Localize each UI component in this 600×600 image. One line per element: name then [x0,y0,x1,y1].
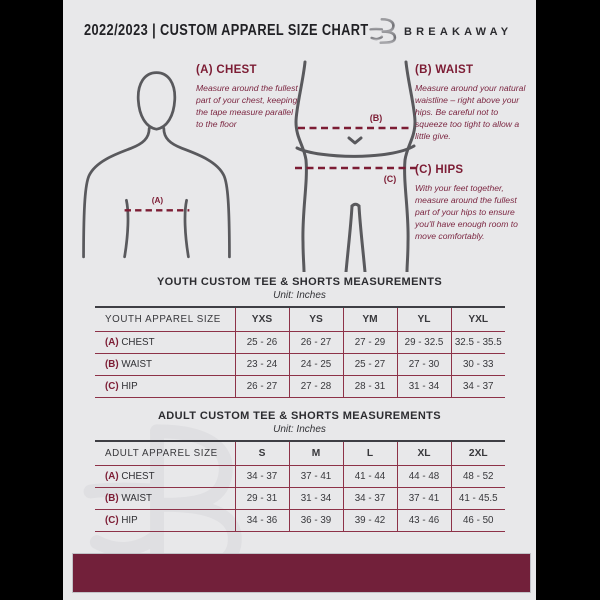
cell-value: 31 - 34 [289,487,343,509]
cell-value: 31 - 34 [397,375,451,397]
adult-table-title: ADULT CUSTOM TEE & SHORTS MEASUREMENTS [157,410,442,422]
table-row [95,331,505,353]
cell-value: 41 - 44 [343,465,397,487]
chest-line-marker: (A) [151,196,164,206]
adult-col-header: L [343,441,397,465]
waist-guide-text: Measure around your natural waistline – right above your hips. Be careful not to squeeze too tight to allow a little give. [415,83,526,142]
youth-col-header: YXL [468,313,489,325]
adult-col-header: S [235,441,289,465]
row-part: WAIST [121,358,153,370]
adult-size-table [95,440,505,532]
cell-value: 44 - 48 [397,465,451,487]
cell-value: 41 - 45.5 [458,492,498,504]
adult-col-header: XL [397,441,451,465]
table-row [95,375,505,397]
brand-name: BREAKAWAY [404,26,513,38]
adult-header-row [95,441,505,465]
cell-value: 37 - 41 [289,465,343,487]
youth-size-table [95,306,505,398]
cell-value: 27 - 28 [289,375,343,397]
cell-value: 36 - 39 [289,509,343,531]
row-label [95,353,235,375]
cell-value: 29 - 32.5 [397,331,451,353]
row-label [95,331,235,353]
adult-col-header: 2XL [468,447,488,459]
cell-value: 39 - 42 [343,509,397,531]
row-key: (B) [105,492,119,504]
cell-value: 34 - 37 [343,487,397,509]
cell-value: 34 - 37 [235,465,289,487]
youth-col-header: YM [343,307,397,331]
row-label [95,375,235,397]
chest-guide-heading: (A) CHEST [196,64,257,76]
cell-value: 48 - 52 [462,470,494,482]
adult-col-header: ADULT APPAREL SIZE [95,441,235,465]
cell-value: 24 - 25 [289,353,343,375]
adult-table-unit: Unit: Inches [273,424,326,435]
waist-line-marker: (B) [369,113,383,123]
row-part: CHEST [121,470,155,482]
youth-col-header: YOUTH APPAREL SIZE [95,307,235,331]
breakaway-logo-icon [369,15,401,47]
cell-value: 28 - 31 [343,375,397,397]
waist-guide-heading: (B) WAIST [415,64,474,76]
youth-col-header: YL [397,307,451,331]
chest-guide-text: Measure around the fullest part of your chest, keeping the tape measure parallel to the floor [196,83,298,130]
footer-accent-bar [73,554,530,592]
row-key: (C) [105,380,119,392]
cell-value: 25 - 27 [343,353,397,375]
cell-value: 23 - 24 [235,353,289,375]
cell-value: 27 - 30 [397,353,451,375]
hips-guide-text: With your feet together, measure around the fullest part of your hips to ensure you'll have enough room to move comfortably. [415,183,518,242]
cell-value: 32.5 - 35.5 [454,336,502,348]
cell-value: 26 - 27 [235,375,289,397]
table-row [95,487,505,509]
page-title: 2022/2023 | CUSTOM APPAREL SIZE CHART [84,22,369,39]
cell-value: 34 - 36 [235,509,289,531]
table-row [95,465,505,487]
cell-value: 26 - 27 [289,331,343,353]
youth-table-title: YOUTH CUSTOM TEE & SHORTS MEASUREMENTS [156,276,443,288]
cell-value: 37 - 41 [397,487,451,509]
cell-value: 34 - 37 [462,380,494,392]
hip-line-marker: (C) [383,174,397,184]
row-label [95,487,235,509]
cell-value: 29 - 31 [235,487,289,509]
hips-guide [415,164,529,242]
table-row [95,353,505,375]
hips-guide-heading: (C) HIPS [415,164,464,176]
row-part: HIP [121,514,138,526]
lower-body-diagram [288,60,423,272]
table-row [95,509,505,531]
adult-col-header: M [289,441,343,465]
row-key: (A) [105,336,119,348]
row-label [95,465,235,487]
size-chart-document [63,0,536,600]
cell-value: 27 - 29 [343,331,397,353]
row-label [95,509,235,531]
cell-value: 30 - 33 [462,358,494,370]
row-key: (B) [105,358,119,370]
youth-header-row [95,307,505,331]
row-key: (C) [105,514,119,526]
waist-guide [415,64,529,142]
youth-table-unit: Unit: Inches [273,290,326,301]
row-part: HIP [121,380,138,392]
cell-value: 46 - 50 [462,514,494,526]
youth-col-header: YXS [235,307,289,331]
cell-value: 25 - 26 [235,331,289,353]
row-part: WAIST [121,492,153,504]
chest-guide [196,64,300,130]
youth-col-header: YS [289,307,343,331]
row-part: CHEST [121,336,155,348]
cell-value: 43 - 46 [397,509,451,531]
row-key: (A) [105,470,119,482]
